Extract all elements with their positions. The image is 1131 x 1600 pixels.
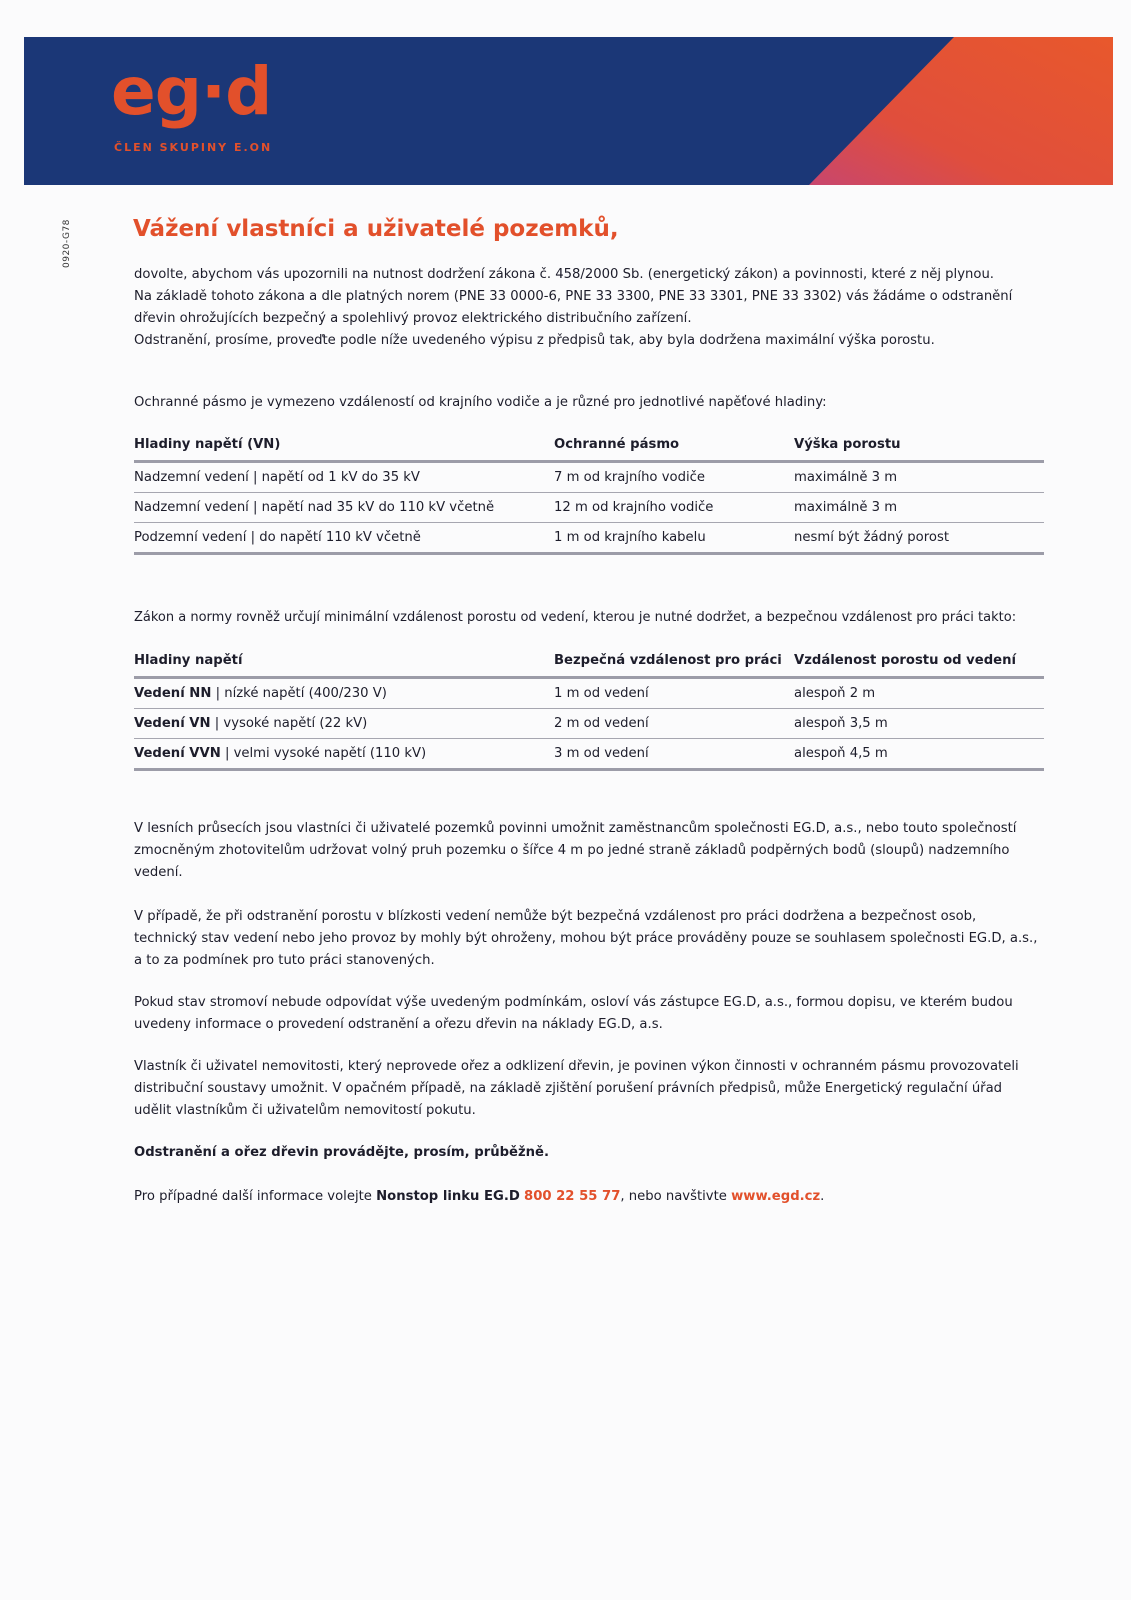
document-code: 0920-G78 xyxy=(62,219,72,268)
table-cell: nesmí být žádný porost xyxy=(794,523,1044,554)
intro-paragraph xyxy=(134,264,1052,352)
table-row xyxy=(134,493,1044,523)
nonstop-line-label: Nonstop linku EG.D xyxy=(376,1189,520,1204)
table-cell: alespoň 3,5 m xyxy=(794,709,1044,739)
paragraph-letter-notice xyxy=(134,992,1052,1036)
table-cell: Nadzemní vedení | napětí nad 35 kV do 110 kV včetně xyxy=(134,493,554,523)
paragraph-line: zmocněným zhotovitelům udržovat volný pruh pozemku o šířce 4 m po jedné straně základů podpěrných bodů (sloupů) nadzemního xyxy=(134,843,1010,858)
contact-prefix: Pro případné další informace volejte xyxy=(134,1189,377,1204)
table-cell xyxy=(134,709,554,739)
table-row xyxy=(134,523,1044,554)
intro-line: dovolte, abychom vás upozornili na nutnost dodržení zákona č. 458/2000 Sb. (energetický zákon) a povinnosti, které z něj plynou. xyxy=(134,267,994,282)
paragraph-line: technický stav vedení nebo jeho provoz by mohly být ohroženy, mohou být práce prováděny pouze se souhlasem společnosti EG.D, a.s., xyxy=(134,931,1038,946)
intro-line: dřevin ohrožujících bezpečný a spolehlivý provoz elektrického distribučního zařízení. xyxy=(134,311,692,326)
table-cell: Nadzemní vedení | napětí od 1 kV do 35 kV xyxy=(134,462,554,493)
table-header: Hladiny napětí xyxy=(134,645,554,678)
contact-middle: , nebo navštivte xyxy=(620,1189,732,1204)
table-row xyxy=(134,739,1044,770)
egd-logo: eg·d xyxy=(111,53,272,130)
safe-distance-table xyxy=(134,645,1044,771)
line-type-label: Vedení VVN xyxy=(134,746,221,761)
paragraph-reminder xyxy=(134,1142,1052,1164)
zone-intro xyxy=(134,392,1052,414)
line-type-desc: | velmi vysoké napětí (110 kV) xyxy=(220,746,427,761)
table-cell: 1 m od krajního kabelu xyxy=(554,523,794,554)
line-type-label: Vedení NN xyxy=(134,686,212,701)
distance-intro-text: Zákon a normy rovněž určují minimální vzdálenost porostu od vedení, kterou je nutné dodržet, a bezpečnou vzdálenost pro práci takto: xyxy=(134,610,1017,625)
paragraph-line: uvedeny informace o provedení odstranění a ořezu dřevin na náklady EG.D, a.s. xyxy=(134,1017,663,1032)
distance-intro xyxy=(134,607,1052,629)
table-header: Výška porostu xyxy=(794,429,1044,462)
protection-zone-table xyxy=(134,429,1044,555)
intro-line: Na základě tohoto zákona a dle platných norem (PNE 33 0000-6, PNE 33 3300, PNE 33 3301, PNE 33 3302) vás žádáme o odstranění xyxy=(134,289,1013,304)
paragraph-line: Pokud stav stromoví nebude odpovídat výše uvedeným podmínkám, osloví vás zástupce EG.D, a.s., formou dopisu, ve kterém budou xyxy=(134,995,1013,1010)
table-cell xyxy=(134,739,554,770)
table-cell: 3 m od vedení xyxy=(554,739,794,770)
table-cell: maximálně 3 m xyxy=(794,493,1044,523)
table-header: Ochranné pásmo xyxy=(554,429,794,462)
table-cell: alespoň 2 m xyxy=(794,678,1044,709)
line-type-desc: | nízké napětí (400/230 V) xyxy=(211,686,387,701)
table-cell: 12 m od krajního vodiče xyxy=(554,493,794,523)
zone-intro-text: Ochranné pásmo je vymezeno vzdáleností od krajního vodiče a je různé pro jednotlivé napěťové hladiny: xyxy=(134,395,827,410)
line-type-desc: | vysoké napětí (22 kV) xyxy=(210,716,368,731)
table-cell: maximálně 3 m xyxy=(794,462,1044,493)
table-cell: 7 m od krajního vodiče xyxy=(554,462,794,493)
table-cell: 2 m od vedení xyxy=(554,709,794,739)
paragraph-penalty xyxy=(134,1056,1052,1122)
paragraph-safety xyxy=(134,906,1052,972)
table-row xyxy=(134,709,1044,739)
table-cell: 1 m od vedení xyxy=(554,678,794,709)
phone-number-link[interactable]: 800 22 55 77 xyxy=(524,1189,621,1204)
logo-subtitle: ČLEN SKUPINY E.ON xyxy=(114,141,273,154)
table-header: Hladiny napětí (VN) xyxy=(134,429,554,462)
table-row xyxy=(134,462,1044,493)
paragraph-forest-clearings xyxy=(134,818,1052,884)
page-title: Vážení vlastníci a uživatelé pozemků, xyxy=(133,216,619,242)
intro-line: Odstranění, prosíme, proveďte podle níže uvedeného výpisu z předpisů tak, aby byla dodržena maximální výška porostu. xyxy=(134,333,935,348)
paragraph-line: V případě, že při odstranění porostu v blízkosti vedení nemůže být bezpečná vzdálenost pro práci dodržena a bezpečnost osob, xyxy=(134,909,977,924)
paragraph-line: Vlastník či uživatel nemovitosti, který neprovede ořez a odklizení dřevin, je povinen výkon činnosti v ochranném pásmu provozovateli xyxy=(134,1059,1019,1074)
header-banner xyxy=(24,37,1113,185)
table-header: Vzdálenost porostu od vedení xyxy=(794,645,1044,678)
paragraph-line: udělit vlastníkům či uživatelům nemovitostí pokutu. xyxy=(134,1103,476,1118)
contact-suffix: . xyxy=(820,1189,825,1204)
line-type-label: Vedení VN xyxy=(134,716,211,731)
table-row xyxy=(134,678,1044,709)
table-cell: Podzemní vedení | do napětí 110 kV včetně xyxy=(134,523,554,554)
website-link[interactable]: www.egd.cz xyxy=(731,1189,821,1204)
paragraph-line: a to za podmínek pro tuto práci stanovených. xyxy=(134,953,435,968)
table-cell xyxy=(134,678,554,709)
contact-line xyxy=(134,1186,1052,1208)
table-cell: alespoň 4,5 m xyxy=(794,739,1044,770)
table-header: Bezpečná vzdálenost pro práci xyxy=(554,645,794,678)
reminder-text: Odstranění a ořez dřevin provádějte, prosím, průběžně. xyxy=(134,1145,549,1160)
paragraph-line: vedení. xyxy=(134,865,183,880)
paragraph-line: distribuční soustavy umožnit. V opačném případě, na základě zjištění porušení právních předpisů, může Energetický regulační úřad xyxy=(134,1081,1003,1096)
paragraph-line: V lesních průsecích jsou vlastníci či uživatelé pozemků povinni umožnit zaměstnancům společnosti EG.D, a.s., nebo touto společností xyxy=(134,821,1017,836)
